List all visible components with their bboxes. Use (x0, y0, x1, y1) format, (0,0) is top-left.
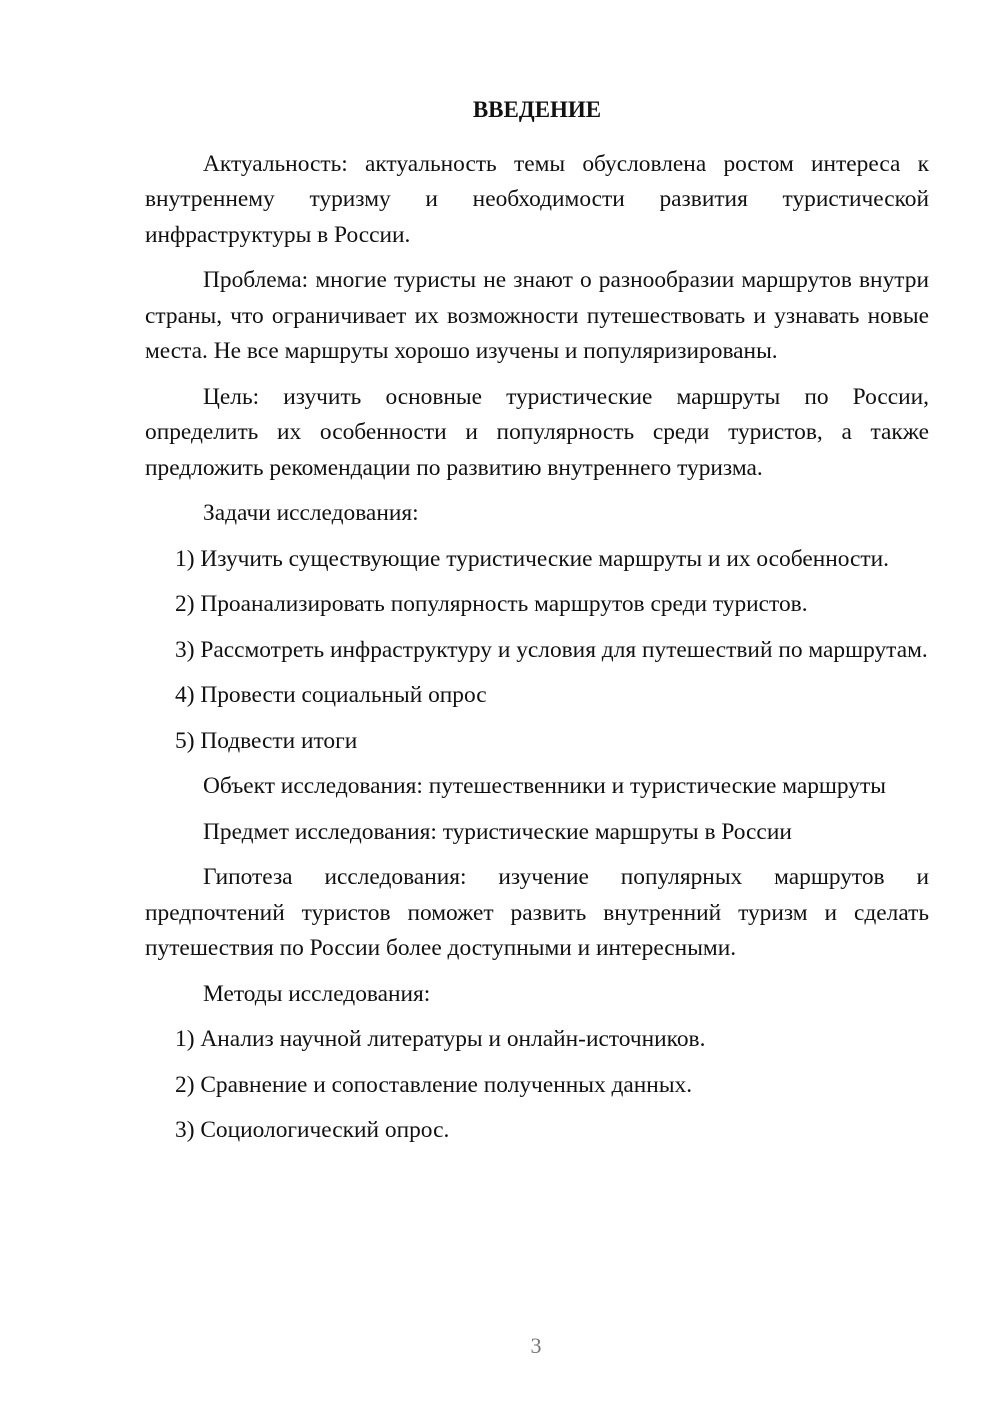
task-item-2: 2) Проанализировать популярность маршрутов среди туристов. (175, 591, 808, 617)
methods-heading: Методы исследования: (203, 980, 431, 1007)
document-body (145, 92, 929, 1159)
task-item-3: 3) Рассмотреть инфраструктуру и условия для путешествий по маршрутам. (175, 636, 928, 663)
problem-paragraph: Проблема: многие туристы не знают о разнообразии маршрутов внутри страны, что ограничивает их возможности путешествовать и узнавать новые места. Не все маршруты хорошо изучены и популяризированы. (145, 267, 929, 364)
goal-paragraph: Цель: изучить основные туристические маршруты по России, определить их особенности и популярность среди туристов, а также предложить рекомендации по развитию внутреннего туризма. (145, 383, 929, 481)
task-item-5: 5) Подвести итоги (175, 727, 358, 754)
object-paragraph: Объект исследования: путешественники и туристические маршруты (203, 773, 886, 799)
method-item-2: 2) Сравнение и сопоставление полученных данных. (175, 1071, 693, 1098)
section-title: ВВЕДЕНИЕ (472, 97, 602, 122)
task-item-4: 4) Провести социальный опрос (175, 682, 487, 708)
relevance-paragraph: Актуальность: актуальность темы обусловлена ростом интереса к внутреннему туризму и необходимости развития туристической инфраструктуры в России. (145, 150, 929, 248)
task-item-1: 1) Изучить существующие туристические маршруты и их особенности. (175, 545, 890, 572)
method-item-3: 3) Социологический опрос. (175, 1117, 450, 1143)
hypothesis-paragraph: Гипотеза исследования: изучение популярных маршрутов и предпочтений туристов поможет развить внутренний туризм и сделать путешествия по России более доступными и интересными. (145, 864, 929, 961)
page-number: 3 (530, 1333, 542, 1358)
subject-paragraph: Предмет исследования: туристические маршруты в России (203, 818, 792, 845)
tasks-heading: Задачи исследования: (203, 500, 419, 526)
method-item-1: 1) Анализ научной литературы и онлайн-источников. (175, 1026, 706, 1052)
